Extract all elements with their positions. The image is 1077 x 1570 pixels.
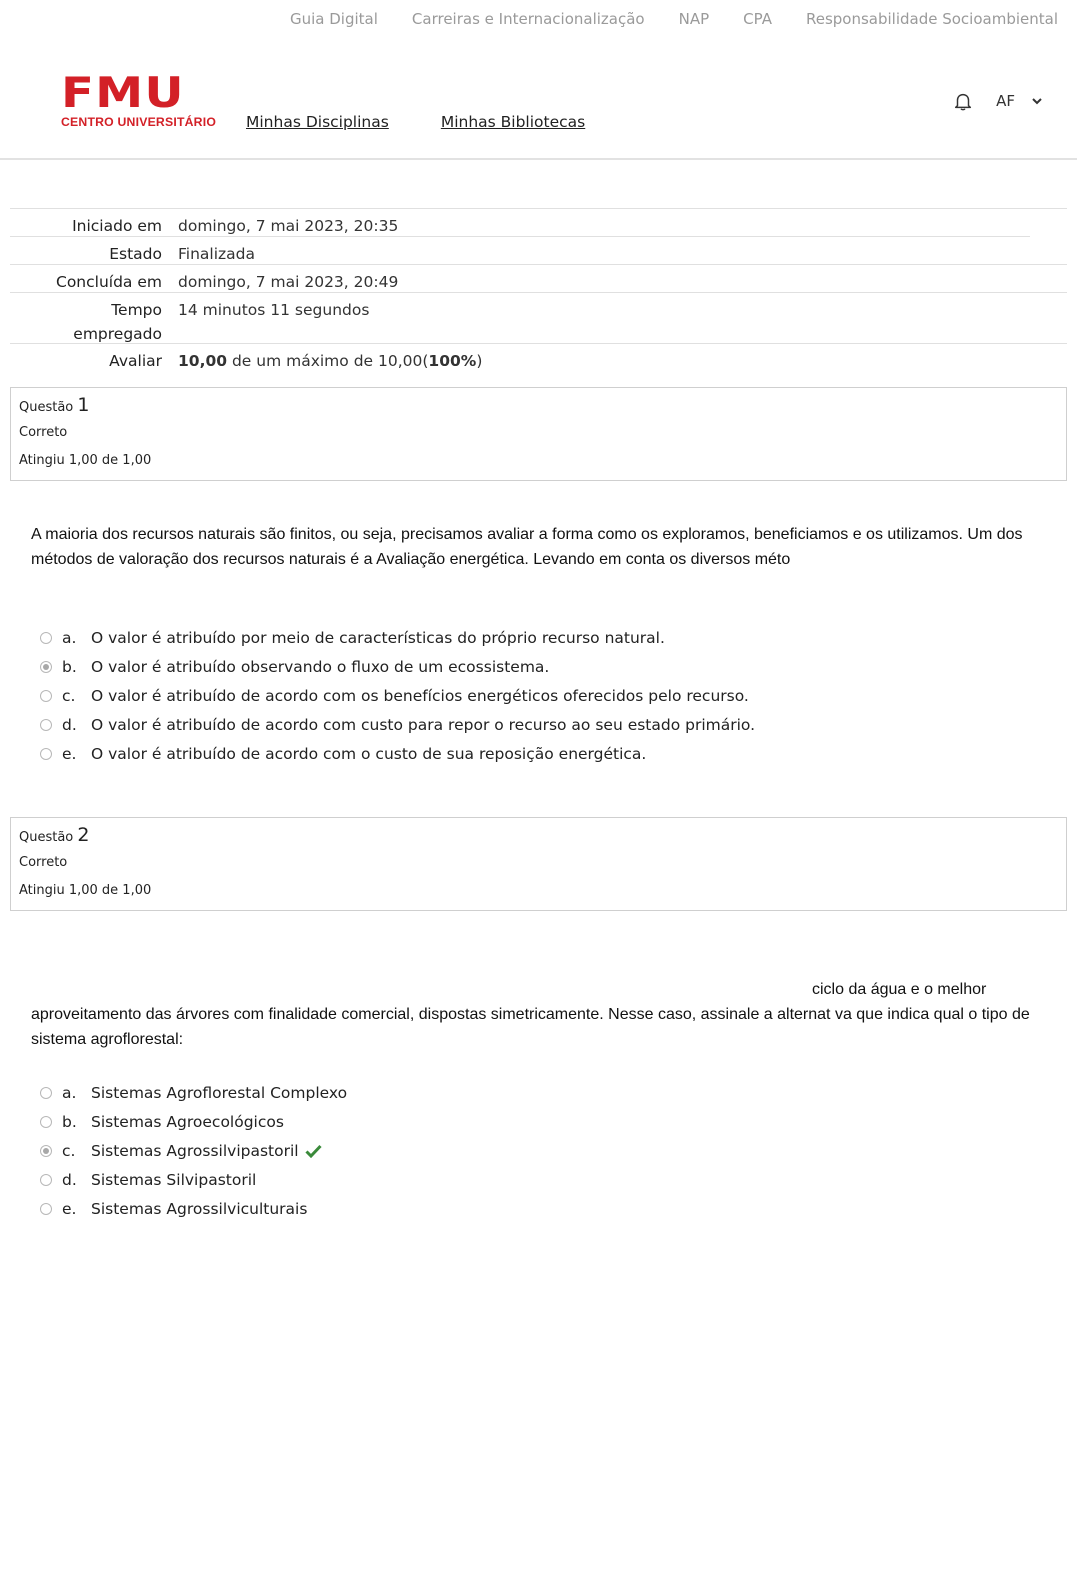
- answer-text: O valor é atribuído por meio de características do próprio recurso natural.: [91, 628, 665, 647]
- grade-text-end: ): [476, 352, 483, 370]
- user-area: [952, 90, 1043, 112]
- top-link-responsabilidade[interactable]: Responsabilidade Socioambiental: [805, 10, 1058, 28]
- logo-subtitle: CENTRO UNIVERSITÁRIO: [61, 115, 217, 129]
- answer-letter: b.: [62, 1112, 77, 1131]
- answer-text: Sistemas Silvipastoril: [91, 1170, 257, 1189]
- answer-text: O valor é atribuído de acordo com custo para repor o recurso ao seu estado primário.: [91, 715, 756, 734]
- top-link-nap[interactable]: NAP: [678, 10, 710, 28]
- answer-letter: b.: [62, 657, 77, 676]
- radio-button-selected[interactable]: [40, 661, 52, 673]
- summary-label: Concluída em: [56, 273, 162, 291]
- top-link-guia[interactable]: Guia Digital: [290, 10, 378, 28]
- main-nav: [246, 113, 585, 131]
- summary-label-line: Tempo: [111, 301, 162, 319]
- summary-value: Finalizada: [178, 245, 256, 263]
- answer-option[interactable]: [40, 1165, 347, 1194]
- radio-button-selected[interactable]: [40, 1145, 52, 1157]
- chevron-down-icon[interactable]: [1031, 95, 1043, 107]
- question-status: Correto: [19, 425, 68, 440]
- radio-button[interactable]: [40, 1203, 52, 1215]
- answer-text: Sistemas Agroflorestal Complexo: [91, 1083, 348, 1102]
- question-text-line: ciclo da água e o melhor: [812, 981, 987, 998]
- checkmark-icon: [305, 1144, 322, 1158]
- nav-minhas-disciplinas[interactable]: Minhas Disciplinas: [246, 113, 389, 131]
- attempt-summary: [10, 208, 1067, 372]
- answer-option[interactable]: [40, 710, 755, 739]
- question-grade: Atingiu 1,00 de 1,00: [19, 453, 152, 468]
- radio-button[interactable]: [40, 719, 52, 731]
- question-number: 2: [77, 824, 90, 846]
- grade-percent: 100%: [428, 352, 477, 370]
- summary-row-started: [10, 208, 1067, 236]
- answer-text: O valor é atribuído observando o fluxo de um ecossistema.: [91, 657, 550, 676]
- bell-icon[interactable]: [952, 90, 974, 112]
- question-info-2: [10, 817, 1067, 911]
- header-divider: [0, 158, 1077, 160]
- question-text-line: A maioria dos recursos naturais são finitos, ou seja, precisamos avaliar a forma como os exploramos, beneficiamos e os utilizamos. Um dos: [31, 526, 1023, 543]
- top-link-cpa[interactable]: CPA: [743, 10, 772, 28]
- question-label: Questão: [19, 400, 74, 415]
- answer-text: O valor é atribuído de acordo com os benefícios energéticos oferecidos pelo recurso.: [91, 686, 749, 705]
- answer-option[interactable]: [40, 652, 755, 681]
- summary-row-completed: [10, 264, 1067, 292]
- answer-option[interactable]: [40, 1078, 347, 1107]
- question-title: [19, 824, 90, 846]
- question-text-line: métodos de valoração dos recursos naturais é a Avaliação energética. Levando em conta os diversos méto: [31, 551, 791, 568]
- grade-text: de um máximo de 10,00(: [227, 352, 429, 370]
- answer-letter: a.: [62, 628, 77, 647]
- answers-1: [40, 623, 755, 768]
- answer-letter: c.: [62, 686, 76, 705]
- summary-value: 14 minutos 11 segundos: [178, 301, 370, 319]
- answer-letter: e.: [62, 1199, 77, 1218]
- user-initials[interactable]: AF: [996, 92, 1015, 110]
- radio-button[interactable]: [40, 1116, 52, 1128]
- radio-button[interactable]: [40, 748, 52, 760]
- question-text-line: sistema agroflorestal:: [31, 1031, 184, 1048]
- question-number: 1: [77, 394, 90, 416]
- answer-text: O valor é atribuído de acordo com o custo de sua reposição energética.: [91, 744, 647, 763]
- summary-label: Avaliar: [109, 352, 162, 370]
- summary-row-state: [10, 236, 1030, 264]
- top-links: [256, 10, 1058, 28]
- fmu-logo[interactable]: [61, 68, 217, 129]
- question-label: Questão: [19, 830, 74, 845]
- nav-minhas-bibliotecas[interactable]: Minhas Bibliotecas: [440, 113, 586, 131]
- question-text-1: [31, 522, 1041, 572]
- answer-letter: c.: [62, 1141, 76, 1160]
- top-link-carreiras[interactable]: Carreiras e Internacionalização: [411, 10, 645, 28]
- question-text-line: aproveitamento das árvores com finalidade comercial, dispostas simetricamente. Nesse caso, assinale a alternat va que indica qual o tipo de: [31, 1006, 1030, 1023]
- summary-label: Iniciado em: [72, 217, 162, 235]
- question-info-1: [10, 387, 1067, 481]
- answer-text: Sistemas Agroecológicos: [91, 1112, 284, 1131]
- answers-2: [40, 1078, 347, 1223]
- summary-row-grade: [10, 343, 1067, 372]
- answer-letter: e.: [62, 744, 77, 763]
- radio-button[interactable]: [40, 1174, 52, 1186]
- logo-mark: FMU: [61, 68, 185, 117]
- summary-row-time: [10, 292, 1067, 343]
- radio-button[interactable]: [40, 1087, 52, 1099]
- answer-letter: d.: [62, 1170, 77, 1189]
- answer-option[interactable]: [40, 1194, 347, 1223]
- question-text-2: [31, 977, 1041, 1052]
- question-status: Correto: [19, 855, 68, 870]
- summary-value: domingo, 7 mai 2023, 20:49: [178, 273, 399, 291]
- answer-option[interactable]: [40, 623, 755, 652]
- summary-value: [178, 344, 1067, 372]
- answer-option[interactable]: [40, 1107, 347, 1136]
- question-title: [19, 394, 90, 416]
- summary-label: Estado: [109, 245, 162, 263]
- answer-option[interactable]: [40, 739, 755, 768]
- grade-score: 10,00: [178, 352, 228, 370]
- answer-letter: d.: [62, 715, 77, 734]
- radio-button[interactable]: [40, 632, 52, 644]
- question-grade: Atingiu 1,00 de 1,00: [19, 883, 152, 898]
- radio-button[interactable]: [40, 690, 52, 702]
- summary-label-line: empregado: [73, 325, 162, 343]
- summary-value: domingo, 7 mai 2023, 20:35: [178, 217, 399, 235]
- answer-option[interactable]: [40, 681, 755, 710]
- answer-text: Sistemas Agrossilvipastoril: [91, 1141, 299, 1160]
- answer-letter: a.: [62, 1083, 77, 1102]
- answer-option[interactable]: [40, 1136, 347, 1165]
- answer-text: Sistemas Agrossilviculturais: [91, 1199, 308, 1218]
- summary-label: [10, 293, 178, 343]
